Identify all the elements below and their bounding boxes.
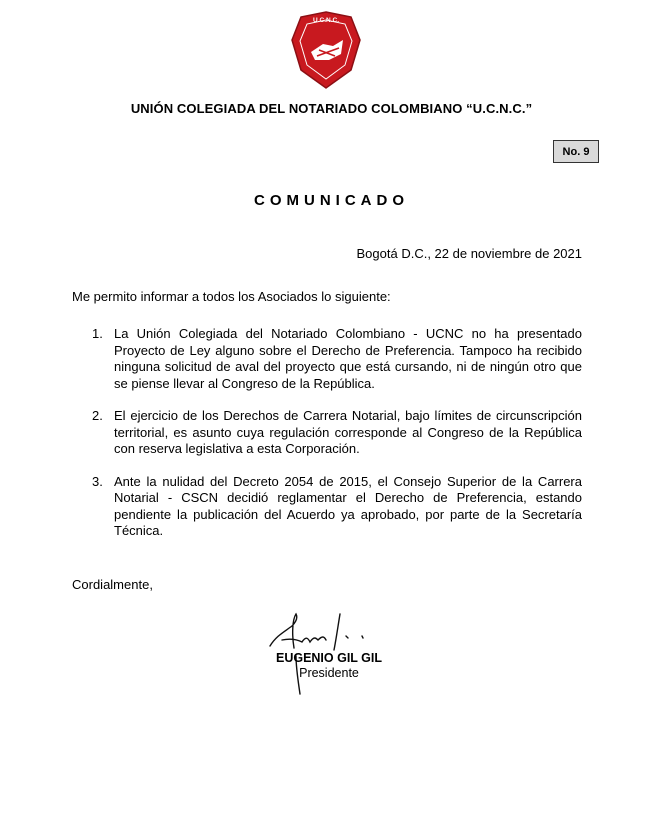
signer-role: Presidente (299, 666, 359, 680)
list-item (72, 326, 582, 392)
organization-name: UNIÓN COLEGIADA DEL NOTARIADO COLOMBIANO “U.C.N.C.” (130, 101, 533, 116)
intro-text: Me permito informar a todos los Asociados lo siguiente: (72, 289, 391, 304)
closing-text: Cordialmente, (72, 577, 153, 592)
svg-text:U.C.N.C.: U.C.N.C. (313, 17, 339, 24)
ucnc-logo (289, 10, 363, 90)
list-item (72, 408, 582, 458)
signer-name: EUGENIO GIL GIL (275, 651, 383, 665)
list-item-number: 2. (92, 408, 103, 423)
document-date: Bogotá D.C., 22 de noviembre de 2021 (356, 246, 582, 261)
list-item-number: 3. (92, 473, 103, 489)
document-title: COMUNICADO (254, 192, 409, 209)
list-item (72, 474, 582, 540)
list-item-number: 1. (92, 326, 103, 341)
numbered-list (72, 326, 582, 556)
list-item-text: El ejercicio de los Derechos de Carrera Notarial, bajo límites de circunscripción territorial, es asunto cuya regulación corresponde al Congreso de la República con reserva legislativa a esta Corporación. (114, 408, 582, 456)
document-number-badge: No. 9 (553, 140, 599, 163)
list-item-text: La Unión Colegiada del Notariado Colombiano - UCNC no ha presentado Proyecto de Ley alguno sobre el Derecho de Preferencia. Tampoco ha recibido ninguna solicitud de aval del proyecto que está cursando, ni de ningún otro que se piense llevar al Congreso de la República. (114, 326, 582, 391)
list-item-text: Ante la nulidad del Decreto 2054 de 2015, el Consejo Superior de la Carrera Notarial - CSCN decidió reglamentar el Derecho de Preferencia, estando pendiente la publicación del Acuerdo ya aprobado, por parte de la Secretaría Técnica. (114, 473, 582, 538)
